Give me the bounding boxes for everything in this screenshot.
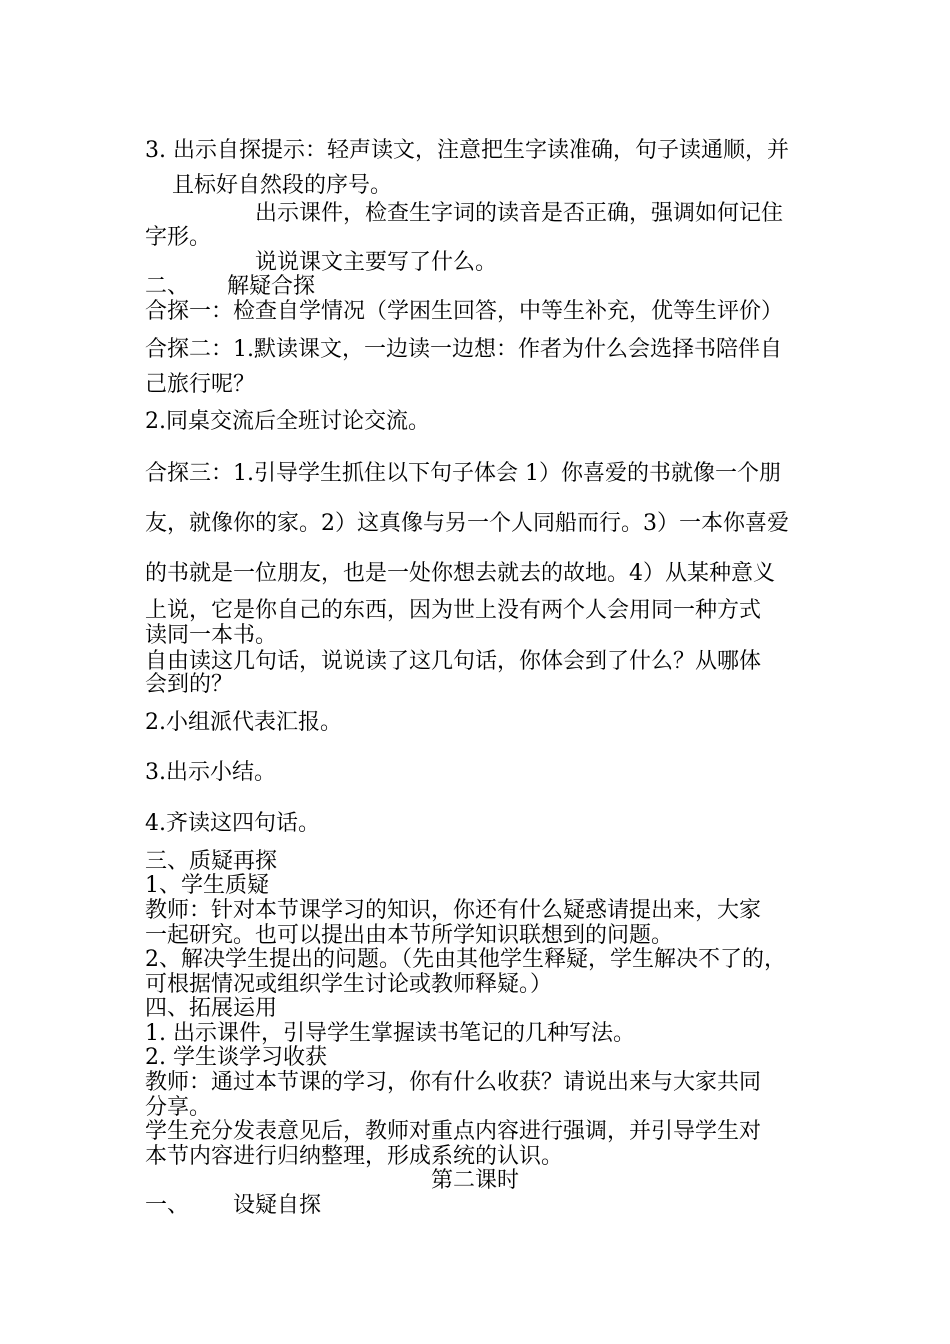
text-line: 3. 出示自探提示：轻声读文，注意把生字读准确，句子读通顺，并 xyxy=(145,138,789,163)
text-line: 合探三：1.引导学生抓住以下句子体会 1）你喜爱的书就像一个朋 xyxy=(145,461,781,486)
text-line: 本节内容进行归纳整理，形成系统的认识。 xyxy=(145,1144,564,1169)
text-line: 说说课文主要写了什么。 xyxy=(255,250,498,275)
text-line: 2. 学生谈学习收获 xyxy=(145,1045,327,1070)
text-line: 2.小组派代表汇报。 xyxy=(145,710,342,735)
text-line: 友，就像你的家。2）这真像与另一个人同船而行。3）一本你喜爱 xyxy=(145,511,789,536)
section-number: 二、 xyxy=(145,274,190,299)
text-line: 4.齐读这四句话。 xyxy=(145,811,320,836)
text-line: 自由读这几句话，说说读了这几句话，你体会到了什么？从哪体 xyxy=(145,649,762,674)
lesson-heading: 第二课时 xyxy=(430,1168,519,1193)
text-line: 合探二：1.默读课文，一边读一边想：作者为什么会选择书陪伴自 xyxy=(145,337,782,362)
text-line: 的书就是一位朋友，也是一处你想去就去的故地。4）从某种意义 xyxy=(145,561,775,586)
text-line: 1、学生质疑 xyxy=(145,873,269,898)
text-line: 2.同桌交流后全班讨论交流。 xyxy=(145,409,430,434)
text-line: 读同一本书。 xyxy=(145,623,278,648)
text-line: 可根据情况或组织学生讨论或教师释疑。） xyxy=(145,972,553,997)
text-line: 上说，它是你自己的东西，因为世上没有两个人会用同一种方式 xyxy=(145,598,762,623)
section-title: 解疑合探 xyxy=(227,274,316,299)
text-line: 会到的？ xyxy=(145,672,234,697)
text-line: 出示课件，检查生字词的读音是否正确，强调如何记住 xyxy=(255,201,784,226)
section-heading xyxy=(145,273,315,301)
text-line: 己旅行呢？ xyxy=(145,372,256,397)
text-line: 教师：针对本节课学习的知识，你还有什么疑惑请提出来，大家 xyxy=(145,898,762,923)
text-line: 一起研究。也可以提出由本节所学知识联想到的问题。 xyxy=(145,923,674,948)
text-line: 分享。 xyxy=(145,1095,212,1120)
text-line: 2、解决学生提出的问题。（先由其他学生释疑，学生解决不了的， xyxy=(145,947,786,972)
text-line: 教师：通过本节课的学习，你有什么收获？请说出来与大家共同 xyxy=(145,1070,762,1095)
text-line: 学生充分发表意见后，教师对重点内容进行强调，并引导学生对 xyxy=(145,1119,762,1144)
text-line: 1. 出示课件，引导学生掌握读书笔记的几种写法。 xyxy=(145,1021,635,1046)
section-heading: 四、拓展运用 xyxy=(145,996,278,1021)
text-line: 合探一：检查自学情况（学困生回答，中等生补充，优等生评价） xyxy=(145,299,784,324)
section-number: 一、 xyxy=(145,1193,190,1218)
text-line: 3.出示小结。 xyxy=(145,760,276,785)
text-line: 字形。 xyxy=(145,225,212,250)
text-line: 且标好自然段的序号。 xyxy=(172,173,393,198)
section-heading: 三、质疑再探 xyxy=(145,849,278,874)
section-heading xyxy=(145,1192,321,1220)
section-title: 设疑自探 xyxy=(233,1193,322,1218)
